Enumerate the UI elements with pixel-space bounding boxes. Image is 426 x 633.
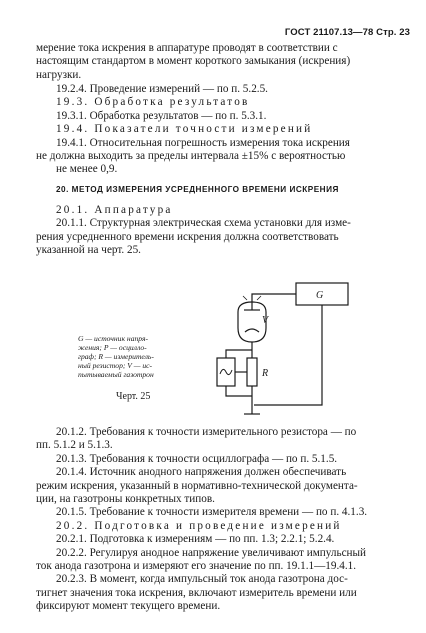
text-line: 20.1.3. Требования к точности осциллографа — по п. 5.1.5. (56, 452, 338, 465)
text-line: 19.4.1. Относительная погрешность измерения тока искрения (56, 136, 350, 149)
text-line: настоящим стандартом в момент короткого замыкания (искрения) (36, 55, 351, 68)
text-line: рения усредненного времени искрения должна соответствовать (36, 230, 339, 243)
text-line: 19.3.1. Обработка результатов — по п. 5.3.1. (56, 109, 267, 122)
subsection-heading: 20.2. Подготовка и проведение измерений (56, 519, 342, 532)
text-line: пп. 5.1.2 и 5.1.3. (36, 439, 113, 452)
label-G: G (316, 290, 324, 301)
text-line: ции, на газотроны конкретных типов. (36, 493, 215, 506)
text-line: режим искрения, указанный в нормативно-технической документа- (36, 479, 358, 492)
resistor (247, 358, 257, 386)
sine-wave-icon (220, 369, 232, 374)
legend-line: ный резистор; V — ис- (78, 361, 153, 370)
subsection-heading: 19.4. Показатели точности измерений (56, 123, 313, 136)
text-line: 20.2.2. Регулируя анодное напряжение увеличивают импульсный (56, 546, 367, 559)
text-line: не менее 0,9. (56, 163, 118, 176)
legend-line: граф; R — измеритель- (78, 352, 154, 361)
text-line: нагрузки. (36, 68, 82, 81)
subsection-heading: 20.1. Аппаратура (56, 204, 173, 216)
text-line: 20.1.2. Требования к точности измерительного резистора — по (56, 426, 357, 438)
section-20-body (36, 426, 416, 614)
figure-caption: Черт. 25 (116, 391, 151, 402)
figure-legend (78, 334, 188, 379)
label-V: V (262, 315, 269, 326)
subsection-heading: 19.3. Обработка результатов (56, 96, 250, 109)
text-line: тигнет значения тока искрения, включают измеритель времени или (36, 586, 357, 599)
text-line: 20.1.5. Требование к точности измерителя времени — по п. 4.1.3. (56, 506, 368, 519)
text-line: 20.1.4. Источник анодного напряжения должен обеспечивать (56, 466, 347, 479)
label-R: R (262, 368, 269, 379)
text-line: 20.2.1. Подготовка к измерениям — по пп. 1.3; 2.2.1; 5.2.4. (56, 533, 335, 546)
section-title: 20. МЕТОД ИЗМЕРЕНИЯ УСРЕДНЕННОГО ВРЕМЕНИ ИСКРЕНИЯ (56, 185, 339, 194)
legend-line: G — источник напря- (78, 334, 149, 343)
text-line: не должна выходить за пределы интервала ±15% с вероятностью (36, 150, 346, 163)
cathode (245, 329, 259, 332)
text-line: 19.2.4. Проведение измерений — по п. 5.2.5. (56, 83, 268, 95)
wire (252, 294, 296, 306)
text-line: фиксируют момент текущего времени. (36, 600, 221, 613)
legend-line: пытываемый газотрон (78, 370, 154, 379)
text-line: 20.2.3. В момент, когда импульсный ток анода газотрона дос- (56, 573, 348, 586)
text-line: 20.1.1. Структурная электрическая схема установки для изме- (56, 217, 351, 230)
text-line: мерение тока искрения в аппаратуре проводят в соответствии с (36, 42, 338, 54)
text-line: указанной на черт. 25. (36, 244, 141, 257)
text-line: ток анода газотрона и измеряют его значение по пп. 19.1.1—19.4.1. (36, 560, 357, 573)
legend-line: жения; P — осцилло- (78, 343, 147, 352)
page-header: ГОСТ 21107.13—78 Стр. 23 (284, 27, 410, 38)
